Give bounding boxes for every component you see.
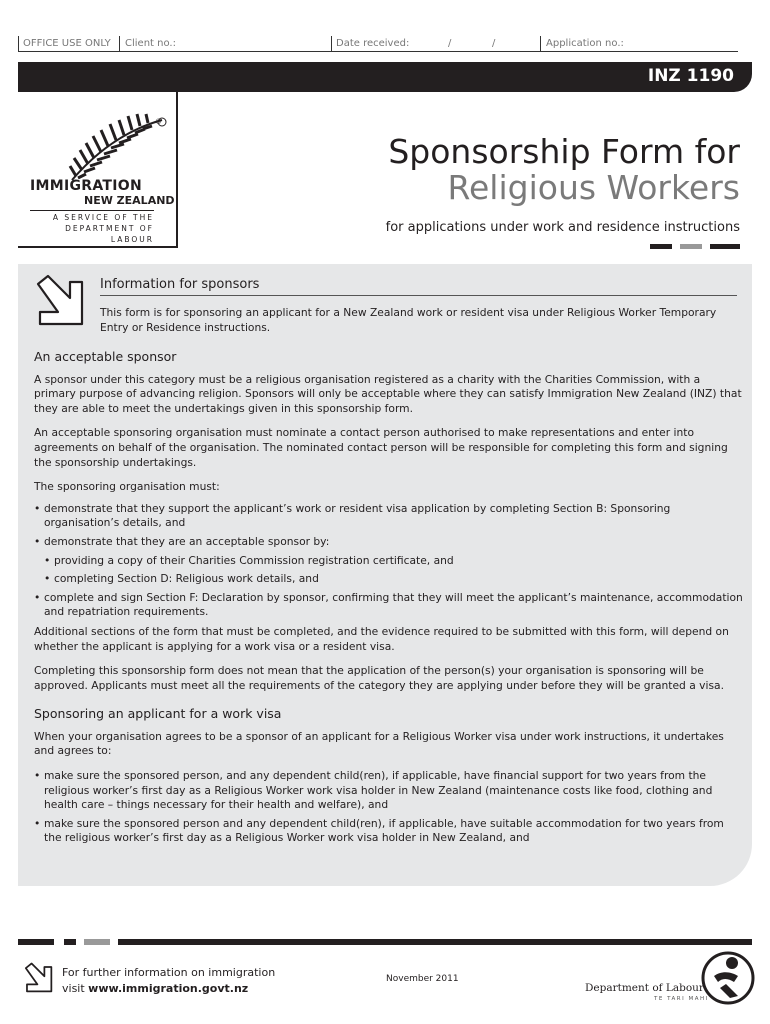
list-item: • make sure the sponsored person and any dependent child(ren), if applicable, have suitable accommodation for two years from the religious worker’s first day as a Religious Worker work visa holder in New Zealand, and <box>34 817 744 846</box>
info-content <box>34 350 744 851</box>
decorative-dashes <box>650 244 740 249</box>
office-use-strip <box>18 36 738 52</box>
footer-visit-label: visit <box>62 982 85 995</box>
logo-name: IMMIGRATION <box>30 178 142 194</box>
list-item: • demonstrate that they support the applicant’s work or resident visa application by completing Section B: Sponsoring organisation’s details, and <box>34 502 744 531</box>
section-heading-work: Sponsoring an applicant for a work visa <box>34 706 282 722</box>
paragraph: Completing this sponsorship form does not mean that the application of the person(s) your organisation is sponsoring will be approved. Applicants must meet all the requirements of the category they are applying under before they will be granted a visa. <box>34 664 724 692</box>
footer-info: For further information on immigration <box>62 966 276 979</box>
paragraph: A sponsor under this category must be a religious organisation registered as a charity with the Charities Commission, with a primary purpose of advancing religion. Sponsors will only be acceptable where they can satisfy Immigration New Zealand (INZ) that they are able to meet the undertakings given in this sponsorship form. <box>34 372 742 415</box>
section-heading-acceptable: An acceptable sponsor <box>34 349 177 364</box>
header-bar <box>18 62 752 92</box>
list-item: • make sure the sponsored person, and any dependent child(ren), if applicable, have financial support for two years from the religious worker’s first day as a Religious Worker work visa holder in New Zealand (maintenance costs like food, clothing and health care – things necessary for their health and welfare), and <box>34 769 744 813</box>
info-intro: This form is for sponsoring an applicant for a New Zealand work or resident visa under Religious Worker Temporary Entry or Residence instructions. <box>100 306 717 334</box>
registered-mark: ® <box>155 118 162 126</box>
work-list <box>34 769 744 846</box>
info-rule <box>100 295 737 296</box>
paragraph: When your organisation agrees to be a sponsor of an applicant for a Religious Worker visa under work instructions, it undertakes and agrees to: <box>34 729 724 758</box>
department-maori-name: TE TARI MAHI <box>654 996 709 1002</box>
list-item: • demonstrate that they are an acceptable sponsor by: <box>34 535 744 550</box>
divider <box>540 36 541 52</box>
footer-visit <box>62 982 248 995</box>
arrow-icon <box>30 270 88 332</box>
list-item: • completing Section D: Religious work details, and <box>44 572 744 587</box>
header-divider-vertical <box>176 92 178 248</box>
footer-bar <box>18 939 752 946</box>
office-use-label: OFFICE USE ONLY <box>23 38 111 49</box>
list-item: • complete and sign Section F: Declaration by sponsor, confirming that they will meet the applicant’s maintenance, accommodation and repatriation requirements. <box>34 591 744 620</box>
department-name: Department of Labour <box>585 982 704 994</box>
date-slash: / <box>448 38 452 49</box>
logo-service-line2: DEPARTMENT OF LABOUR <box>65 224 154 244</box>
list-item: • providing a copy of their Charities Commission registration certificate, and <box>44 554 744 569</box>
must-list <box>34 502 744 620</box>
footer-date: November 2011 <box>386 974 459 984</box>
department-logo-icon <box>700 950 756 1006</box>
divider <box>18 36 19 52</box>
header-divider-horizontal <box>18 246 178 248</box>
form-code: INZ 1190 <box>647 66 734 86</box>
logo-country: NEW ZEALAND <box>84 194 175 207</box>
info-title: Information for sponsors <box>100 277 260 292</box>
logo-rule <box>30 210 154 211</box>
paragraph: An acceptable sponsoring organisation must nominate a contact person authorised to make representations and enter into agreements on behalf of the organisation. The nominated contact person will be responsible for completing this form and signing the sponsorship undertakings. <box>34 426 728 469</box>
arrow-icon <box>20 960 56 996</box>
date-received-label: Date received: <box>336 38 410 49</box>
page-title-line2: Religious Workers <box>447 168 740 207</box>
divider <box>119 36 120 52</box>
underline <box>18 51 738 52</box>
paragraph: The sponsoring organisation must: <box>34 480 220 494</box>
divider <box>331 36 332 52</box>
date-slash: / <box>492 38 496 49</box>
client-no-label: Client no.: <box>125 38 176 49</box>
page-title-line1: Sponsorship Form for <box>388 132 740 171</box>
application-no-label: Application no.: <box>546 38 624 49</box>
paragraph: Additional sections of the form that must be completed, and the evidence required to be submitted with this form, will depend on whether the applicant is applying for a work visa or a resident visa. <box>34 624 729 653</box>
website-link[interactable]: www.immigration.govt.nz <box>88 982 249 995</box>
page-subtitle: for applications under work and residence instructions <box>385 220 740 235</box>
logo-service <box>30 212 154 245</box>
logo-service-line1: A SERVICE OF THE <box>52 213 154 222</box>
